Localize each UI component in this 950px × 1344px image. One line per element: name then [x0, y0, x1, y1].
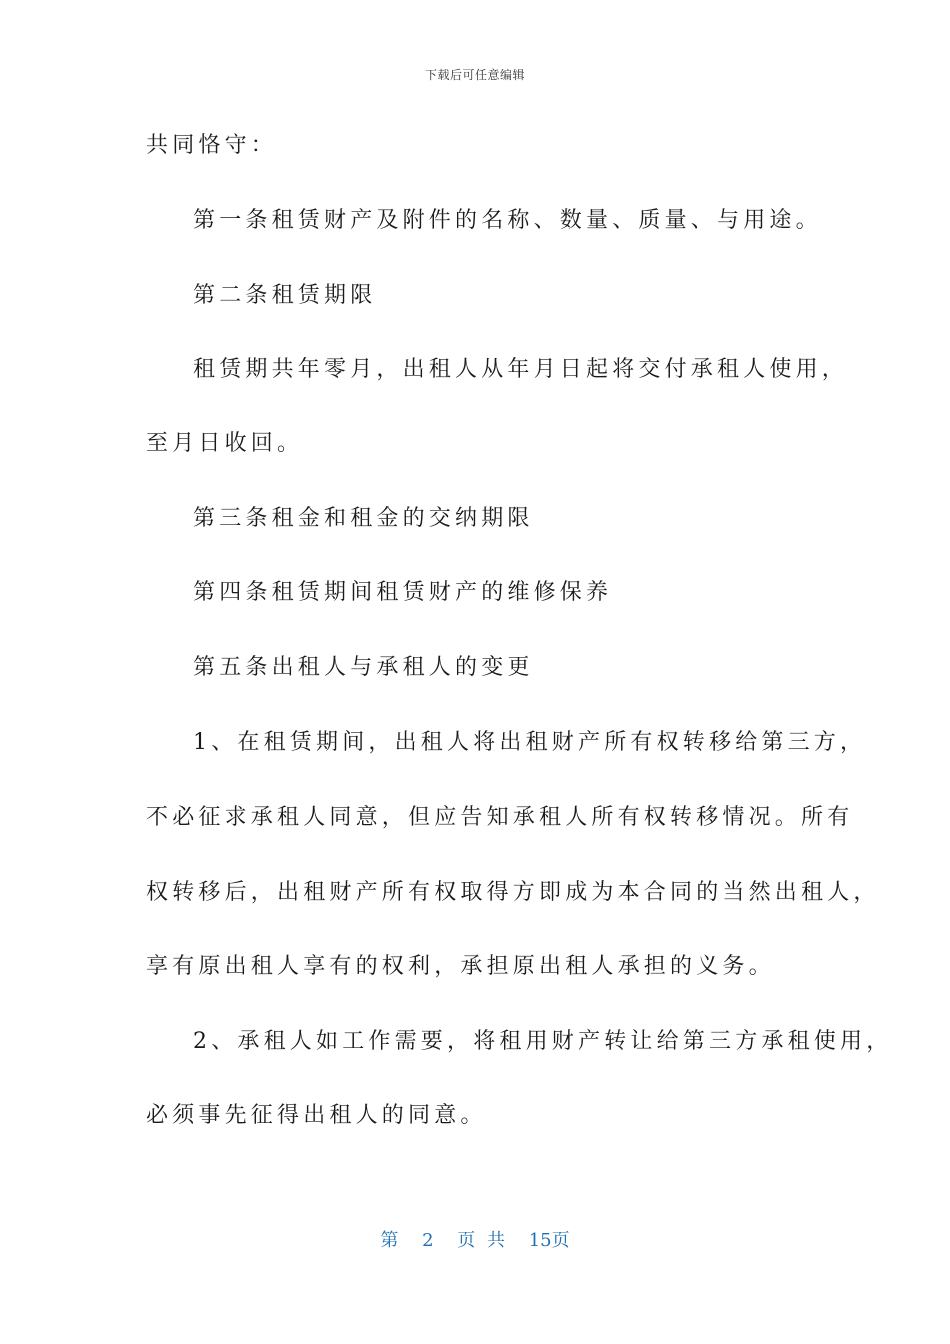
page-header-note: 下载后可任意编辑 [424, 68, 525, 82]
footer-current-page: 2 [422, 1230, 434, 1251]
article-four-heading: 第四条租赁期间租赁财产的维修保养 [193, 580, 613, 605]
paragraph-line: 至月日收回。 [146, 431, 304, 456]
paragraph-line: 权转移后，出租财产所有权取得方即成为本合同的当然出租人， [146, 880, 880, 905]
footer-label-prefix: 第 [380, 1230, 399, 1251]
paragraph-line: 必须事先征得出租人的同意。 [146, 1103, 487, 1128]
article-five-heading: 第五条出租人与承租人的变更 [193, 655, 534, 680]
page-footer [0, 1226, 950, 1252]
paragraph-line: 享有原出租人享有的权利，承担原出租人承担的义务。 [146, 954, 775, 979]
article-three-heading: 第三条租金和租金的交纳期限 [193, 506, 534, 531]
paragraph-line: 2、承租人如工作需要，将租用财产转让给第三方承租使用， [193, 1029, 893, 1054]
footer-total-pages: 15页 [528, 1230, 570, 1251]
article-two-heading: 第二条租赁期限 [193, 283, 377, 308]
footer-label-mid: 页 共 [457, 1230, 505, 1251]
paragraph-line: 1、在租赁期间，出租人将出租财产所有权转移给第三方， [193, 730, 867, 755]
article-one-heading: 第一条租赁财产及附件的名称、数量、质量、与用途。 [193, 208, 822, 233]
paragraph-line: 不必征求承租人同意，但应告知承租人所有权转移情况。所有 [146, 805, 854, 830]
paragraph-line: 租赁期共年零月，出租人从年月日起将交付承租人使用， [193, 357, 849, 382]
paragraph-line: 共同恪守： [146, 133, 278, 158]
